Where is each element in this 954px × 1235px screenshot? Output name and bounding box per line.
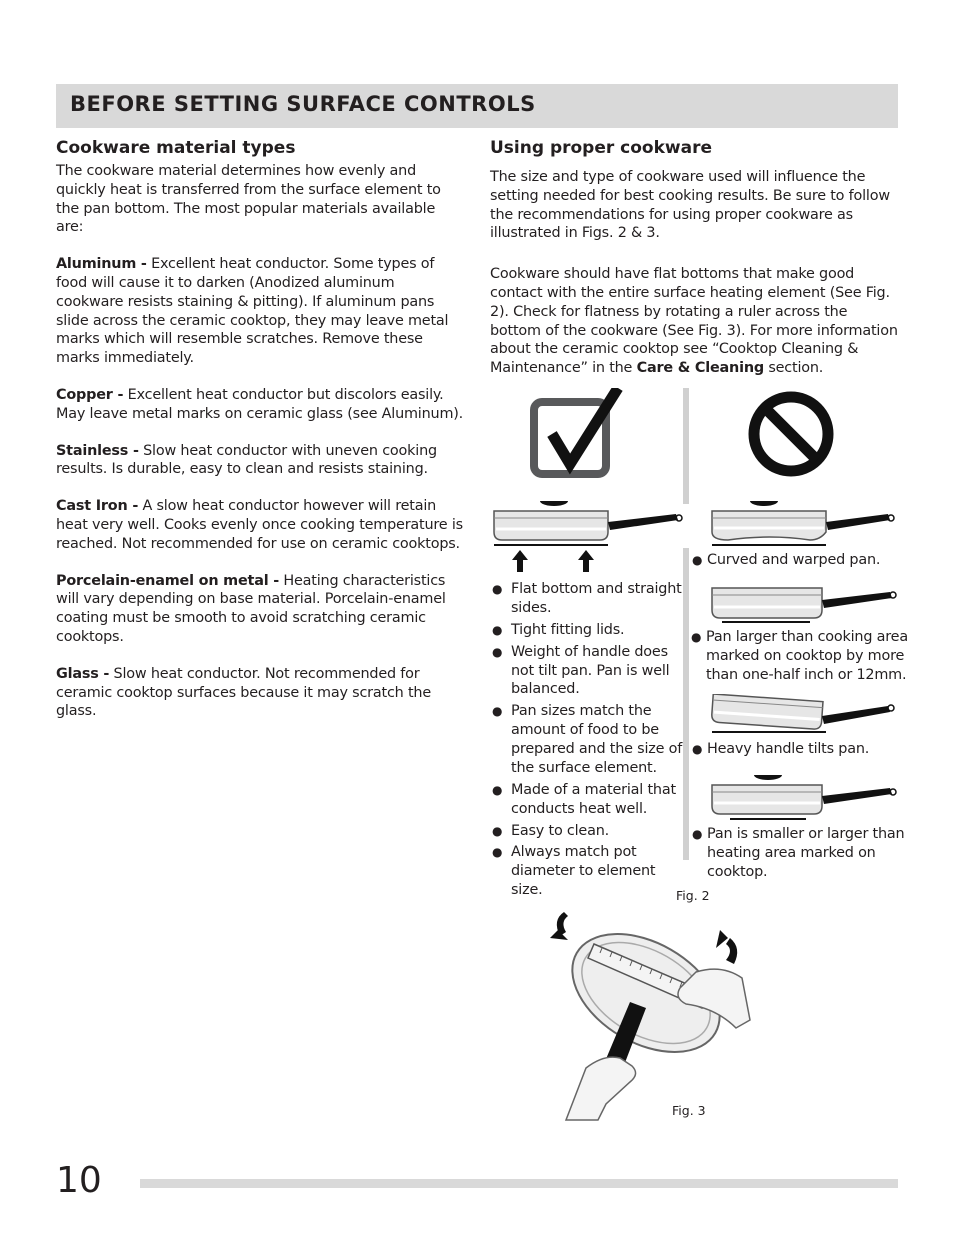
cookware-material-heading: Cookware material types — [56, 138, 296, 158]
list-item: ● Weight of handle does not tilt pan. Pan is well balanced. — [492, 643, 670, 698]
material-desc: A slow heat conductor however will retain heat very well. Cooks evenly once cooking temperature is reached. Not recommended for use on ceramic cooktops. — [56, 498, 463, 552]
bad-note: ● Pan is smaller or larger than heating area marked on cooktop. — [692, 826, 905, 880]
material-desc: Excellent heat conductor. Some types of food will cause it to darken (Anodized aluminum cookware resists staining & pitting). If aluminum pans slide across the ceramic cooktop, they may leave metal marks which will resemble scratches. Remove these marks immediately. — [56, 256, 449, 367]
section-banner — [56, 84, 898, 128]
material-desc: Excellent heat conductor but discolors easily. May leave metal marks on ceramic glass (see Aluminum). — [56, 386, 464, 422]
list-item: ● Tight fitting lids. — [492, 621, 625, 638]
figure-3-caption: Fig. 3 — [672, 1103, 706, 1118]
material-name: Cast Iron - — [56, 498, 139, 515]
bad-note-text: Pan is smaller or larger than heating area marked on cooktop. — [707, 826, 905, 880]
proper-cookware-para1: The size and type of cookware used will influence the setting needed for best cooking results. Be sure to follow the recommendations for using proper cookware as illustrated in Figs. 2 & 3. — [490, 169, 890, 242]
material-name: Stainless - — [56, 442, 139, 459]
mismatched-pan-icon — [710, 770, 900, 822]
divider-line — [683, 388, 689, 504]
material-desc: Slow heat conductor. Not recommended for ceramic cooktop surfaces because it may scratch the glass. — [56, 665, 431, 720]
list-item-text: Easy to clean. — [511, 822, 609, 839]
tilted-pan-icon — [710, 694, 900, 734]
list-item: ● Always match pot diameter to element size. — [492, 844, 656, 899]
bad-note-text: Curved and warped pan. — [707, 552, 881, 568]
material-intro: The cookware material determines how evenly and quickly heat is transferred from the surface element to the pan bottom. The most popular materials available are: — [56, 163, 441, 236]
material-name: Copper - — [56, 386, 124, 403]
section-title: BEFORE SETTING SURFACE CONTROLS — [70, 92, 536, 116]
list-item: ● Pan sizes match the amount of food to be prepared and the size of the surface element. — [492, 703, 683, 776]
care-cleaning-ref: Care & Cleaning — [636, 360, 764, 377]
left-column — [56, 138, 466, 739]
material-copper — [56, 386, 466, 424]
material-name: Porcelain-enamel on metal - — [56, 572, 280, 589]
material-aluminum — [56, 255, 466, 368]
list-item-text: Pan sizes match the amount of food to be prepared and the size of the surface element. — [511, 703, 683, 776]
list-item-text: Always match pot diameter to element size. — [511, 844, 656, 899]
oversized-pan-icon — [710, 580, 900, 624]
bad-note: ● Pan larger than cooking area marked on cooktop by more than one-half inch or 12mm. — [691, 629, 908, 683]
good-pan-icon — [492, 496, 692, 548]
bad-note-text: Pan larger than cooking area marked on cooktop by more than one-half inch or 12mm. — [706, 629, 908, 683]
bad-note: ● Curved and warped pan. — [692, 552, 881, 568]
material-glass — [56, 665, 466, 721]
proper-cookware-heading: Using proper cookware — [490, 138, 713, 158]
checkmark-box-icon — [530, 388, 630, 483]
bad-note: ● Heavy handle tilts pan. — [692, 741, 870, 757]
para2-text: Cookware should have flat bottoms that make good contact with the entire surface heating element (See Fig. 2). Check for flatness by rotating a ruler across the bottom of the cookware (See Fig. 3). For more information about the ceramic cooktop see “Cooktop Cleaning & Maintenance” in the — [490, 266, 898, 377]
proper-cookware-para2 — [490, 265, 900, 378]
flat-bottom-arrows-icon — [510, 550, 600, 574]
right-column — [490, 138, 900, 378]
material-cast-iron — [56, 497, 466, 553]
list-item-text: Weight of handle does not tilt pan. Pan is well balanced. — [511, 643, 670, 698]
bad-note-text: Heavy handle tilts pan. — [707, 741, 870, 757]
para2-end: section. — [763, 360, 824, 377]
list-item-text: Tight fitting lids. — [511, 621, 625, 638]
material-stainless — [56, 442, 466, 480]
material-name: Glass - — [56, 665, 110, 682]
good-cookware-list — [490, 580, 686, 903]
material-name: Aluminum - — [56, 256, 147, 273]
page-number: 10 — [56, 1160, 102, 1201]
material-porcelain-enamel — [56, 572, 466, 647]
prohibition-icon — [748, 391, 834, 477]
list-item-text: Flat bottom and straight sides. — [511, 581, 682, 616]
figure-2 — [490, 388, 908, 1128]
material-desc: Slow heat conductor with uneven cooking results. Is durable, easy to clean and resists staining. — [56, 442, 437, 478]
figure-2-caption: Fig. 2 — [676, 888, 710, 903]
list-item: ● Easy to clean. — [492, 822, 609, 839]
ruler-flatness-check-icon — [546, 908, 752, 1123]
list-item: ● Made of a material that conducts heat well. — [492, 781, 676, 817]
list-item-text: Made of a material that conducts heat well. — [511, 781, 676, 817]
material-desc: Heating characteristics will vary depending on base material. Porcelain-enamel coating must be smooth to avoid scratching ceramic cooktops. — [56, 572, 446, 645]
list-item: ● Flat bottom and straight sides. — [492, 581, 682, 616]
footer-bar — [140, 1179, 898, 1188]
warped-pan-icon — [710, 496, 900, 548]
